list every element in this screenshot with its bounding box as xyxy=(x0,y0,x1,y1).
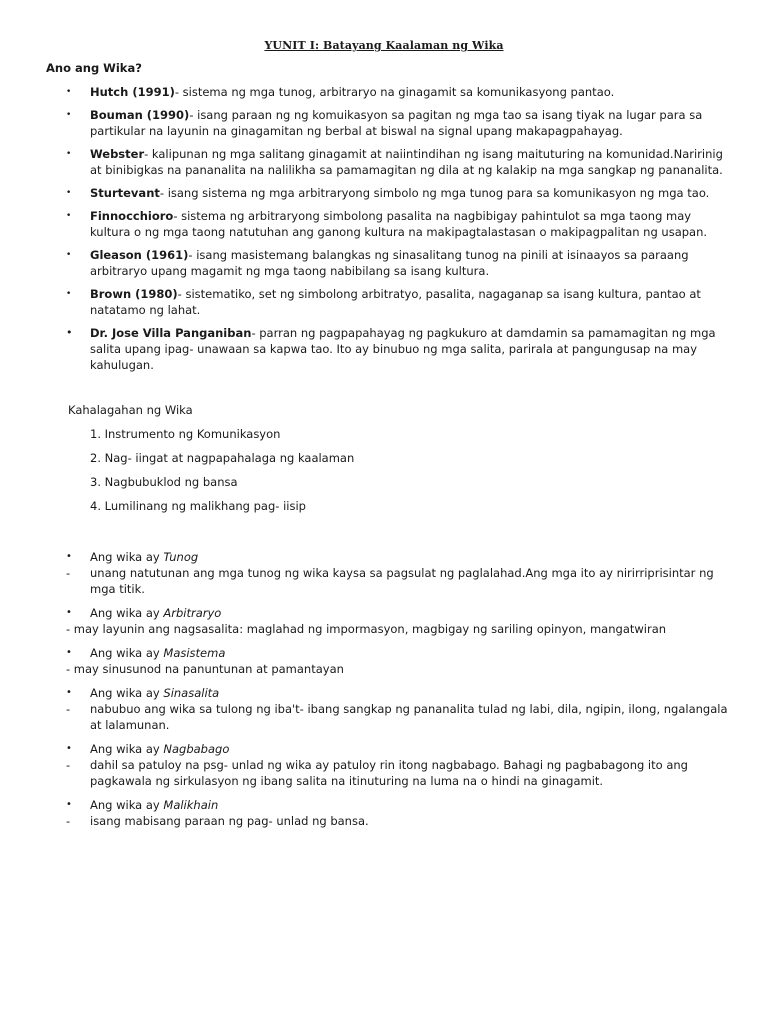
section-heading: Ano ang Wika? xyxy=(46,61,142,75)
trait-prefix: Ang wika ay xyxy=(90,742,164,756)
definition-item xyxy=(66,208,728,240)
trait-text: - may layunin ang nagsasalita: maglahad ng impormasyon, magbigay ng sariling opinyon, mangatwiran xyxy=(66,622,667,636)
bullet-icon: • xyxy=(66,551,72,562)
trait-text: - may sinusunod na panuntunan at pamantayan xyxy=(66,662,344,676)
importance-list xyxy=(90,426,354,522)
definition-text: - isang paraan ng ng komuikasyon sa pagitan ng mga tao sa isang tiyak na lugar para sa partikular na layunin na ginagamitan ng berbal at biswal na signal upang makapagpahayag. xyxy=(90,108,703,138)
dash-marker: - xyxy=(66,814,71,828)
trait-prefix: Ang wika ay xyxy=(90,550,164,564)
trait-keyword: Tunog xyxy=(163,550,199,564)
bullet-icon: • xyxy=(66,149,72,159)
definition-text: - parran ng pagpapahayag ng pagkukuro at damdamin sa pamamagitan ng mga salita upang ipag- unawaan sa kapwa tao. Ito ay binubuo ng mga salita, parirala at pangungusap na may kahulugan. xyxy=(90,326,716,372)
definition-item xyxy=(66,107,728,139)
trait-item xyxy=(66,741,728,789)
trait-heading xyxy=(66,741,728,757)
importance-item: 1. Instrumento ng Komunikasyon xyxy=(90,427,281,441)
dash-marker: - xyxy=(66,566,71,580)
bullet-icon: • xyxy=(66,289,72,299)
trait-text: isang mabisang paraan ng pag- unlad ng bansa. xyxy=(90,814,369,828)
importance-item: 4. Lumilinang ng malikhang pag- iisip xyxy=(90,499,306,513)
bullet-icon: • xyxy=(66,607,72,618)
page-title: YUNIT I: Batayang Kaalaman ng Wika xyxy=(264,39,504,52)
dash-marker: - xyxy=(66,702,71,716)
definition-author: Sturtevant xyxy=(90,186,160,200)
trait-prefix: Ang wika ay xyxy=(90,606,164,620)
trait-prefix: Ang wika ay xyxy=(90,686,164,700)
definition-text: - sistema ng mga tunog, arbitraryo na ginagamit sa komunikasyong pantao. xyxy=(174,85,615,99)
trait-keyword: Sinasalita xyxy=(163,686,220,700)
bullet-icon: • xyxy=(66,687,72,698)
dash-marker: - xyxy=(66,758,71,772)
definition-item xyxy=(66,247,728,279)
trait-keyword: Malikhain xyxy=(163,798,219,812)
trait-heading xyxy=(66,605,728,621)
trait-text: nabubuo ang wika sa tulong ng iba't- ibang sangkap ng pananalita tulad ng labi, dila, ngipin, ilong, ngalangala at lalamunan. xyxy=(90,702,728,732)
definition-item xyxy=(66,185,728,201)
bullet-icon: • xyxy=(66,110,72,120)
definition-item xyxy=(66,146,728,178)
definition-text: - isang sistema ng mga arbitraryong simbolo ng mga tunog para sa komunikasyon ng mga tao. xyxy=(159,186,710,200)
trait-heading xyxy=(66,797,728,813)
definition-text: - isang masistemang balangkas ng sinasalitang tunog na pinili at isinaayos sa paraang arbitraryo upang magamit ng mga taong nabibilang sa isang kultura. xyxy=(90,248,689,278)
bullet-icon: • xyxy=(66,647,72,658)
definition-text: - sistema ng arbitraryong simbolong pasalita na nagbibigay pahintulot sa mga taong may kultura o ng mga taong natutuhan ang ganong kultura na makipagtalastasan o makipagpalitan ng usapan. xyxy=(90,209,708,239)
definition-item xyxy=(66,84,728,100)
traits-list xyxy=(66,549,728,837)
trait-heading xyxy=(66,685,728,701)
trait-prefix: Ang wika ay xyxy=(90,798,164,812)
definition-item xyxy=(66,325,728,373)
trait-keyword: Arbitraryo xyxy=(163,606,222,620)
importance-item: 2. Nag- iingat at nagpapahalaga ng kaalaman xyxy=(90,451,355,465)
trait-item xyxy=(66,645,728,677)
definition-author: Finnocchioro xyxy=(90,209,174,223)
definition-item xyxy=(66,286,728,318)
bullet-icon: • xyxy=(66,188,72,198)
definition-text: - kalipunan ng mga salitang ginagamit at naiintindihan ng isang maituturing na komunidad.Naririnig at binibigkas na pananalita na nalilikha sa pamamagitan ng dila at ng kalakip na mga sangkap ng pananalita. xyxy=(90,147,723,177)
importance-heading: Kahalagahan ng Wika xyxy=(68,403,193,417)
definition-author: Hutch (1991) xyxy=(90,85,175,99)
trait-heading xyxy=(66,645,728,661)
trait-keyword: Nagbabago xyxy=(163,742,230,756)
trait-heading xyxy=(66,549,728,565)
trait-prefix: Ang wika ay xyxy=(90,646,164,660)
importance-item: 3. Nagbubuklod ng bansa xyxy=(90,475,238,489)
bullet-icon: • xyxy=(66,250,72,260)
trait-item xyxy=(66,605,728,637)
trait-item xyxy=(66,549,728,597)
definition-author: Webster xyxy=(90,147,145,161)
trait-description xyxy=(66,661,728,677)
definitions-list xyxy=(66,84,728,380)
bullet-icon: • xyxy=(66,799,72,810)
bullet-icon: • xyxy=(66,326,73,339)
trait-description xyxy=(66,701,728,733)
trait-item xyxy=(66,685,728,733)
definition-author: Brown (1980) xyxy=(90,287,178,301)
trait-description xyxy=(66,757,728,789)
bullet-icon: • xyxy=(66,87,72,97)
trait-text: dahil sa patuloy na psg- unlad ng wika ay patuloy rin itong nagbabago. Bahagi ng pagbabagong ito ang pagkawala ng sirkulasyon ng ibang salita na itinuturing na luma na o hindi na ginagamit. xyxy=(90,758,688,788)
bullet-icon: • xyxy=(66,211,72,221)
trait-description xyxy=(66,813,728,829)
definition-author: Bouman (1990) xyxy=(90,108,190,122)
trait-item xyxy=(66,797,728,829)
trait-description xyxy=(66,621,728,637)
definition-text: - sistematiko, set ng simbolong arbitratyo, pasalita, nagaganap sa isang kultura, pantao at natatamo ng lahat. xyxy=(90,287,701,317)
definition-author: Gleason (1961) xyxy=(90,248,189,262)
bullet-icon: • xyxy=(66,743,72,754)
definition-author: Dr. Jose Villa Panganiban xyxy=(90,326,252,340)
trait-text: unang natutunan ang mga tunog ng wika kaysa sa pagsulat ng paglalahad.Ang mga ito ay nirirriprisintar ng mga titik. xyxy=(90,566,714,596)
trait-description xyxy=(66,565,728,597)
trait-keyword: Masistema xyxy=(163,646,226,660)
